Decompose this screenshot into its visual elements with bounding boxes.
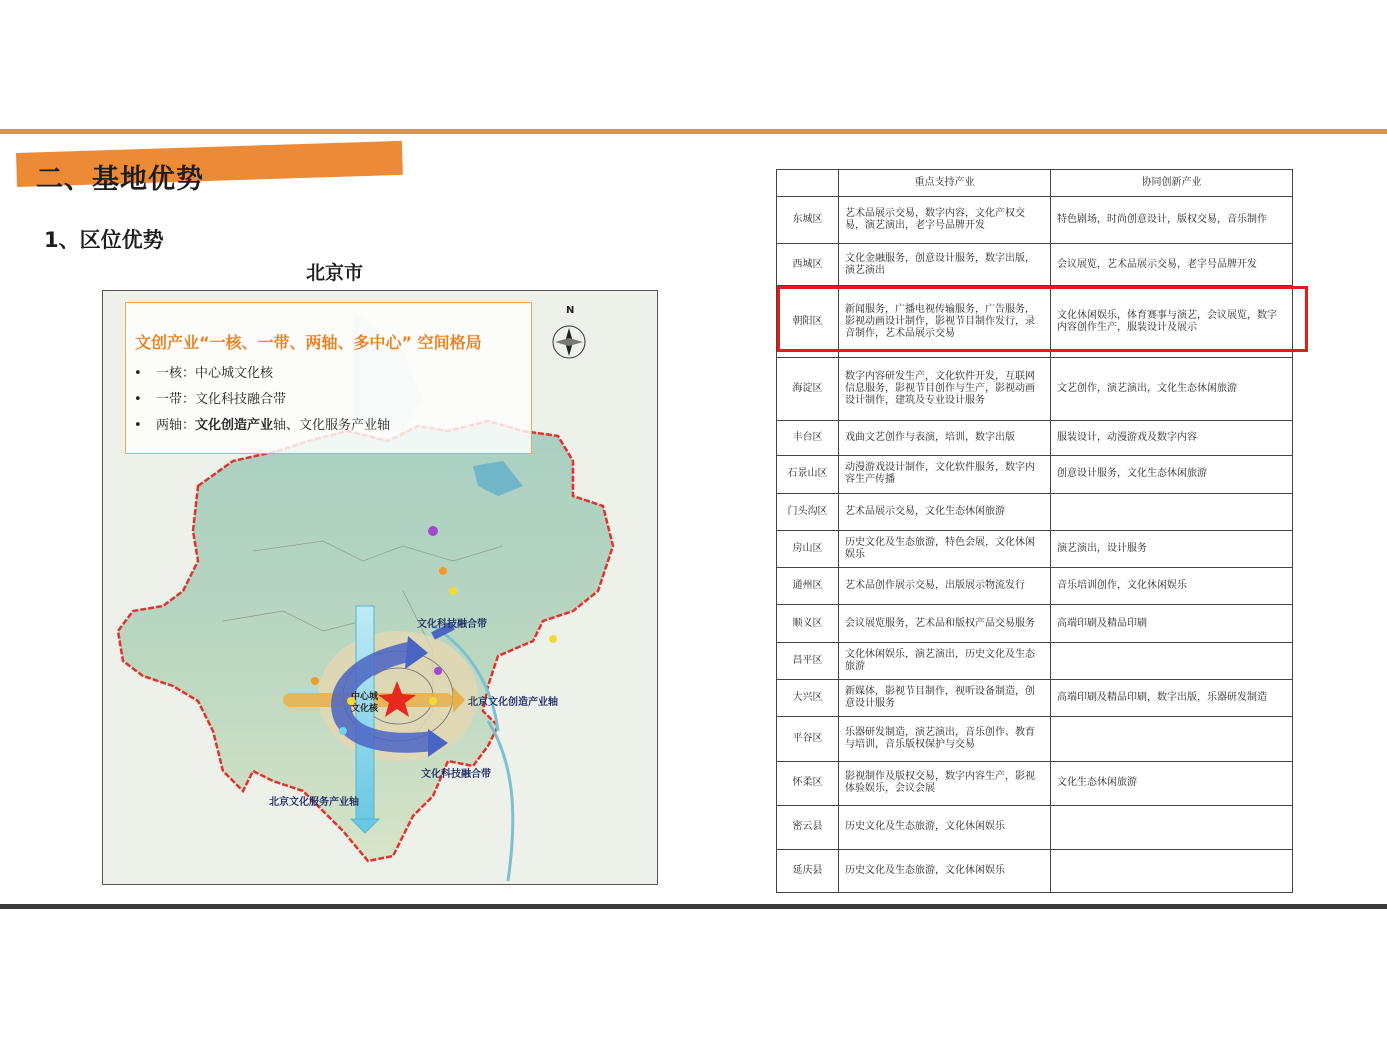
key-industry-cell: 艺术品创作展示交易，出版展示物流发行 — [839, 568, 1051, 605]
tech-band-south-label: 文化科技融合带 — [421, 769, 491, 780]
coop-industry-cell: 服装设计，动漫游戏及数字内容 — [1051, 420, 1293, 455]
table-row — [777, 197, 1293, 244]
district-cell: 东城区 — [777, 197, 839, 244]
table-header — [777, 170, 839, 197]
core-label-2: 文化核 — [351, 704, 379, 714]
table-row — [777, 358, 1293, 421]
district-cell: 通州区 — [777, 568, 839, 605]
table-row — [777, 849, 1293, 893]
table-row — [777, 456, 1293, 493]
key-industry-cell: 文化金融服务，创意设计服务，数字出版，演艺演出 — [839, 244, 1051, 285]
district-cell: 平谷区 — [777, 717, 839, 761]
coop-industry-cell: 会议展览，艺术品展示交易，老字号品牌开发 — [1051, 244, 1293, 285]
table-row — [777, 493, 1293, 530]
service-axis-label: 北京文化服务产业轴 — [269, 797, 359, 808]
legend-item-band: • 一带：文化科技融合带 — [134, 392, 287, 407]
key-industry-cell: 数字内容研发生产，文化软件开发，互联网信息服务，影视节目创作与生产，影视动画设计制作，建筑及专业设计服务 — [839, 358, 1051, 421]
table-row — [777, 642, 1293, 679]
table-row — [777, 806, 1293, 849]
coop-industry-cell: 文化生态休闲旅游 — [1051, 761, 1293, 805]
creative-axis-label: 北京文化创造产业轴 — [468, 697, 558, 708]
key-industry-cell: 影视制作及版权交易，数字内容生产，影视体验娱乐，会议会展 — [839, 761, 1051, 805]
key-industry-cell: 动漫游戏设计制作，文化软件服务，数字内容生产传播 — [839, 456, 1051, 493]
core-label-1: 中心城 — [351, 692, 379, 702]
key-industry-cell: 文化休闲娱乐，演艺演出，历史文化及生态旅游 — [839, 642, 1051, 679]
table-header-row — [777, 170, 1293, 197]
key-industry-cell: 乐器研发制造，演艺演出，音乐创作、教育与培训，音乐版权保护与交易 — [839, 717, 1051, 761]
district-cell: 延庆县 — [777, 849, 839, 893]
legend-item-core: • 一核：中心城文化核 — [134, 366, 274, 381]
district-cell: 大兴区 — [777, 680, 839, 717]
bottom-dark-rule — [0, 904, 1387, 909]
coop-industry-cell: 文化休闲娱乐，体育赛事与演艺，会议展览，数字内容创作生产，服装设计及展示 — [1051, 285, 1293, 358]
table-row — [777, 605, 1293, 642]
table-header: 协同创新产业 — [1051, 170, 1293, 197]
district-cell: 昌平区 — [777, 642, 839, 679]
map-caption: 北京市 — [306, 262, 364, 284]
key-industry-cell: 新闻服务，广播电视传输服务，广告服务，影视动画设计制作，影视节目制作发行，录音制作，艺术品展示交易 — [839, 285, 1051, 358]
compass-icon — [553, 326, 585, 358]
district-cell: 密云县 — [777, 806, 839, 849]
legend-item-axes: • 两轴：文化创造产业轴、文化服务产业轴 — [134, 418, 391, 433]
section-title: 二、基地优势 — [36, 164, 204, 195]
district-cell: 房山区 — [777, 530, 839, 567]
district-cell: 海淀区 — [777, 358, 839, 421]
key-industry-cell: 艺术品展示交易，文化生态休闲旅游 — [839, 493, 1051, 530]
table-header: 重点支持产业 — [839, 170, 1051, 197]
compass-n: N — [566, 305, 575, 316]
key-industry-cell: 历史文化及生态旅游，文化休闲娱乐 — [839, 849, 1051, 893]
coop-industry-cell: 演艺演出，设计服务 — [1051, 530, 1293, 567]
key-industry-cell: 会议展览服务，艺术品和版权产品交易服务 — [839, 605, 1051, 642]
table-row — [777, 530, 1293, 567]
map-legend — [125, 302, 532, 454]
coop-industry-cell — [1051, 642, 1293, 679]
district-cell: 顺义区 — [777, 605, 839, 642]
coop-industry-cell: 高端印刷及精品印刷 — [1051, 605, 1293, 642]
chaoyang-highlight-box — [777, 286, 1308, 352]
tech-band-north-label: 文化科技融合带 — [417, 619, 487, 630]
district-cell: 朝阳区 — [777, 285, 839, 358]
sub-title: 1、区位优势 — [44, 228, 164, 252]
table-row — [777, 717, 1293, 761]
coop-industry-cell: 特色剧场，时尚创意设计，版权交易，音乐制作 — [1051, 197, 1293, 244]
table-row — [777, 761, 1293, 805]
table-row — [777, 244, 1293, 285]
top-orange-rule — [0, 129, 1387, 134]
table-row — [777, 568, 1293, 605]
district-cell: 西城区 — [777, 244, 839, 285]
coop-industry-cell: 创意设计服务，文化生态休闲旅游 — [1051, 456, 1293, 493]
key-industry-cell: 戏曲文艺创作与表演，培训，数字出版 — [839, 420, 1051, 455]
district-cell: 怀柔区 — [777, 761, 839, 805]
coop-industry-cell — [1051, 717, 1293, 761]
coop-industry-cell — [1051, 806, 1293, 849]
coop-industry-cell: 文艺创作，演艺演出，文化生态休闲旅游 — [1051, 358, 1293, 421]
key-industry-cell: 新媒体，影视节目制作，视听设备制造，创意设计服务 — [839, 680, 1051, 717]
district-cell: 门头沟区 — [777, 493, 839, 530]
table-row — [777, 420, 1293, 455]
coop-industry-cell — [1051, 849, 1293, 893]
district-cell: 丰台区 — [777, 420, 839, 455]
key-industry-cell: 艺术品展示交易，数字内容，文化产权交易，演艺演出，老字号品牌开发 — [839, 197, 1051, 244]
key-industry-cell: 历史文化及生态旅游，文化休闲娱乐 — [839, 806, 1051, 849]
beijing-map — [102, 290, 658, 885]
legend-title: 文创产业“一核、一带、两轴、多中心” 空间格局 — [135, 333, 482, 352]
coop-industry-cell — [1051, 493, 1293, 530]
key-industry-cell: 历史文化及生态旅游，特色会展，文化休闲娱乐 — [839, 530, 1051, 567]
table-row — [777, 680, 1293, 717]
district-cell: 石景山区 — [777, 456, 839, 493]
coop-industry-cell: 音乐培训创作，文化休闲娱乐 — [1051, 568, 1293, 605]
district-industry-table — [776, 169, 1293, 893]
coop-industry-cell: 高端印刷及精品印刷，数字出版，乐器研发制造 — [1051, 680, 1293, 717]
